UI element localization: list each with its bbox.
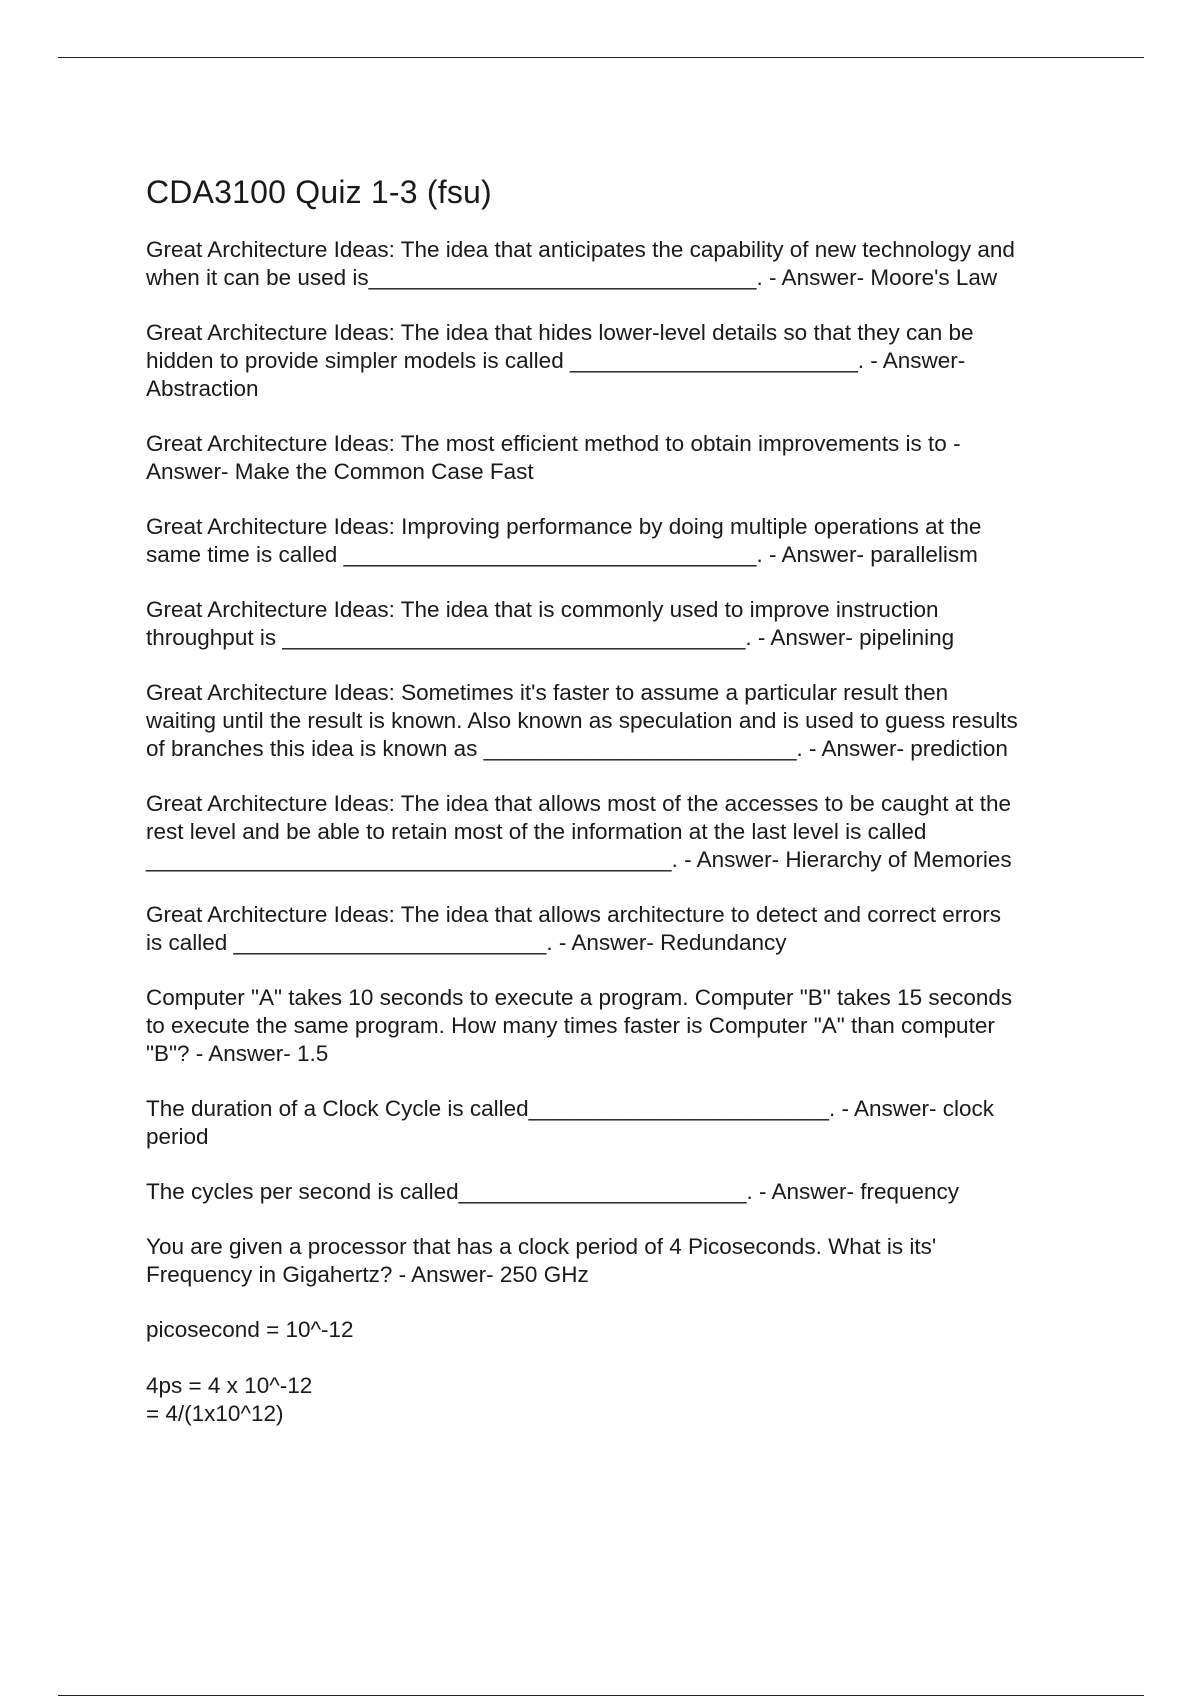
note-picosecond: picosecond = 10^-12 xyxy=(146,1317,354,1342)
document-body xyxy=(146,172,1096,1455)
quiz-item-moores-law: Great Architecture Ideas: The idea that anticipates the capability of new technology and when it can be used is_______________________________. - Answer- Moore's Law xyxy=(146,237,1015,290)
quiz-item-redundancy: Great Architecture Ideas: The idea that allows architecture to detect and correct errors is called _________________________. - Answer- Redundancy xyxy=(146,902,1002,955)
quiz-item-common-case: Great Architecture Ideas: The most efficient method to obtain improvements is to - Answer- Make the Common Case Fast xyxy=(146,431,961,484)
quiz-item-clock-period: The duration of a Clock Cycle is called________________________. - Answer- clock period xyxy=(146,1096,995,1149)
quiz-item-speedup: Computer "A" takes 10 seconds to execute a program. Computer "B" takes 15 seconds to execute the same program. How many times faster is Computer "A" than computer "B"? - Answer- 1.5 xyxy=(146,985,1013,1066)
top-rule xyxy=(58,57,1144,58)
quiz-item-ghz-question: You are given a processor that has a clock period of 4 Picoseconds. What is its' Frequency in Gigahertz? - Answer- 250 GHz xyxy=(146,1234,937,1287)
document-title: CDA3100 Quiz 1-3 (fsu) xyxy=(146,174,492,210)
quiz-item-abstraction: Great Architecture Ideas: The idea that hides lower-level details so that they can be hidden to provide simpler models is called _______________________. - Answer- Abstraction xyxy=(146,320,974,401)
quiz-item-prediction: Great Architecture Ideas: Sometimes it's faster to assume a particular result then waiting until the result is known. Also known as speculation and is used to guess results of branches this idea is known as _________________________. - Answer- prediction xyxy=(146,680,1018,761)
quiz-item-pipelining: Great Architecture Ideas: The idea that is commonly used to improve instruction throughput is _____________________________________. - Answer- pipelining xyxy=(146,597,955,650)
quiz-item-parallelism: Great Architecture Ideas: Improving performance by doing multiple operations at the same time is called _________________________________. - Answer- parallelism xyxy=(146,514,982,567)
bottom-rule xyxy=(58,1695,1144,1696)
quiz-item-memory-hierarchy: Great Architecture Ideas: The idea that allows most of the accesses to be caught at the rest level and be able to retain most of the information at the last level is called __________________________________________. - Answer- Hierarchy of Memories xyxy=(146,791,1012,872)
note-calculation: 4ps = 4 x 10^-12 = 4/(1x10^12) xyxy=(146,1373,313,1426)
quiz-item-frequency: The cycles per second is called_______________________. - Answer- frequency xyxy=(146,1179,960,1204)
